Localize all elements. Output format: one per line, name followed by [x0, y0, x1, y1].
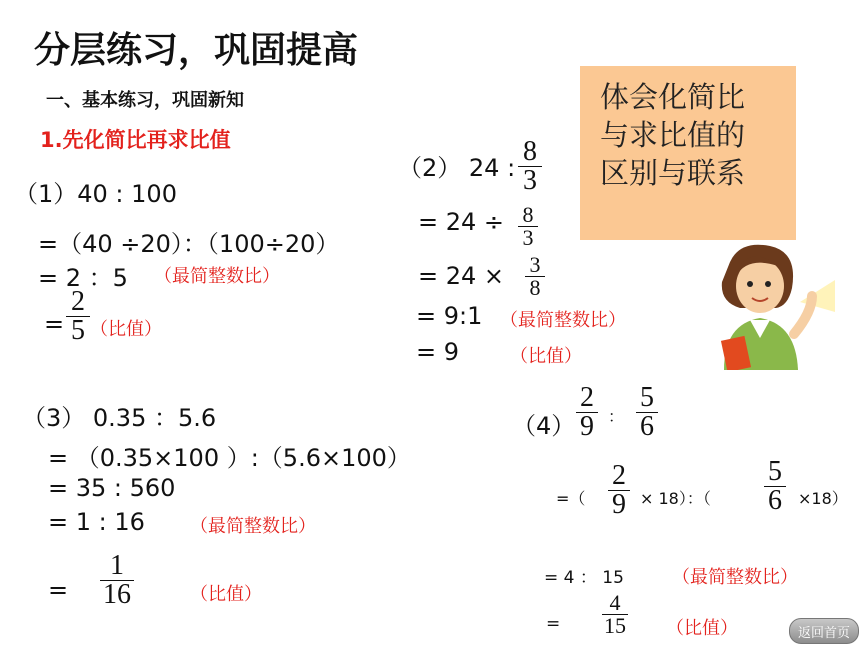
p1-step2-note: （最简整数比） — [154, 266, 280, 287]
numerator: 8 — [523, 136, 537, 167]
numerator: 2 — [580, 382, 594, 413]
callout-box — [580, 66, 796, 240]
p2-eq3: = 9:1 — [416, 302, 483, 330]
p4-b-fraction — [636, 384, 658, 441]
p3-step3: = 1 : 16 — [48, 508, 145, 536]
p3-step1: = （0.35×100 ）:（5.6×100） — [48, 444, 411, 472]
teacher-illustration — [700, 242, 835, 370]
denominator: 8 — [529, 275, 541, 300]
callout-line: 区别与联系 — [600, 156, 746, 190]
p2-div-fraction — [518, 204, 538, 249]
denominator: 9 — [580, 411, 594, 442]
callout-line: 体会化简比 — [600, 80, 746, 114]
p2-eq3-note: （最简整数比） — [500, 310, 626, 331]
p1-answer-fraction — [66, 288, 90, 345]
home-button[interactable]: 返回首页 — [789, 618, 859, 644]
task-heading: 1.先化简比再求比值 — [40, 128, 231, 152]
p2-eq4-note: （比值） — [510, 346, 582, 367]
p4-s1a-fraction — [608, 462, 630, 519]
p2-ratio-fraction — [518, 138, 542, 195]
p1-step1: =（40 ÷20）：（100÷20） — [38, 230, 340, 258]
numerator: 1 — [110, 550, 124, 581]
p4-s1-mid: × 18）：（ — [640, 489, 711, 508]
p4-answer-fraction — [602, 592, 628, 637]
p4-answer-note: （比值） — [666, 618, 738, 639]
numerator: 2 — [71, 286, 85, 317]
p4-s1-end: ×18） — [798, 489, 848, 508]
p2-eq1: = 24 ÷ — [418, 208, 505, 236]
p2-label: （2） 24 : — [398, 154, 516, 182]
page-title: 分层练习，巩固提高 — [34, 30, 359, 71]
section-heading: 一、基本练习，巩固新知 — [46, 90, 244, 111]
denominator: 16 — [103, 579, 131, 610]
p1-step2: = 2 ：5 — [38, 264, 128, 292]
denominator: 9 — [612, 489, 626, 520]
denominator: 5 — [71, 315, 85, 346]
denominator: 6 — [640, 411, 654, 442]
p3-header: （3） 0.35 ：5.6 — [22, 404, 217, 432]
numerator: 4 — [609, 590, 621, 615]
numerator: 5 — [768, 456, 782, 487]
p4-s2: = 4 ： 15 — [544, 568, 624, 588]
denominator: 3 — [522, 225, 534, 250]
denominator: 6 — [768, 485, 782, 516]
p4-a-fraction — [576, 384, 598, 441]
denominator: 3 — [523, 165, 537, 196]
numerator: 2 — [612, 460, 626, 491]
p1-eq: = — [44, 310, 65, 338]
numerator: 5 — [640, 382, 654, 413]
numerator: 3 — [529, 252, 541, 277]
p3-answer-note: （比值） — [190, 584, 262, 605]
p2-mul-fraction — [525, 254, 545, 299]
p2-eq2: = 24 × — [418, 262, 505, 290]
p4-eq: = — [546, 614, 561, 634]
p4-label: （4） — [512, 412, 576, 440]
p4-colon: ： — [608, 407, 625, 426]
p3-step3-note: （最简整数比） — [190, 516, 316, 537]
p3-step2: = 35 : 560 — [48, 474, 176, 502]
p4-s1-open: =（ — [556, 489, 586, 508]
p1-header: （1）40 : 100 — [14, 180, 177, 208]
p1-answer-note: （比值） — [90, 319, 162, 340]
numerator: 8 — [522, 202, 534, 227]
callout-line: 与求比值的 — [600, 118, 746, 152]
p3-answer-fraction — [100, 552, 134, 609]
denominator: 15 — [604, 613, 626, 638]
p4-s1b-fraction — [764, 458, 786, 515]
p3-eq: = — [48, 576, 69, 604]
p2-eq4: = 9 — [416, 338, 460, 366]
p4-s2-note: （最简整数比） — [672, 567, 798, 588]
